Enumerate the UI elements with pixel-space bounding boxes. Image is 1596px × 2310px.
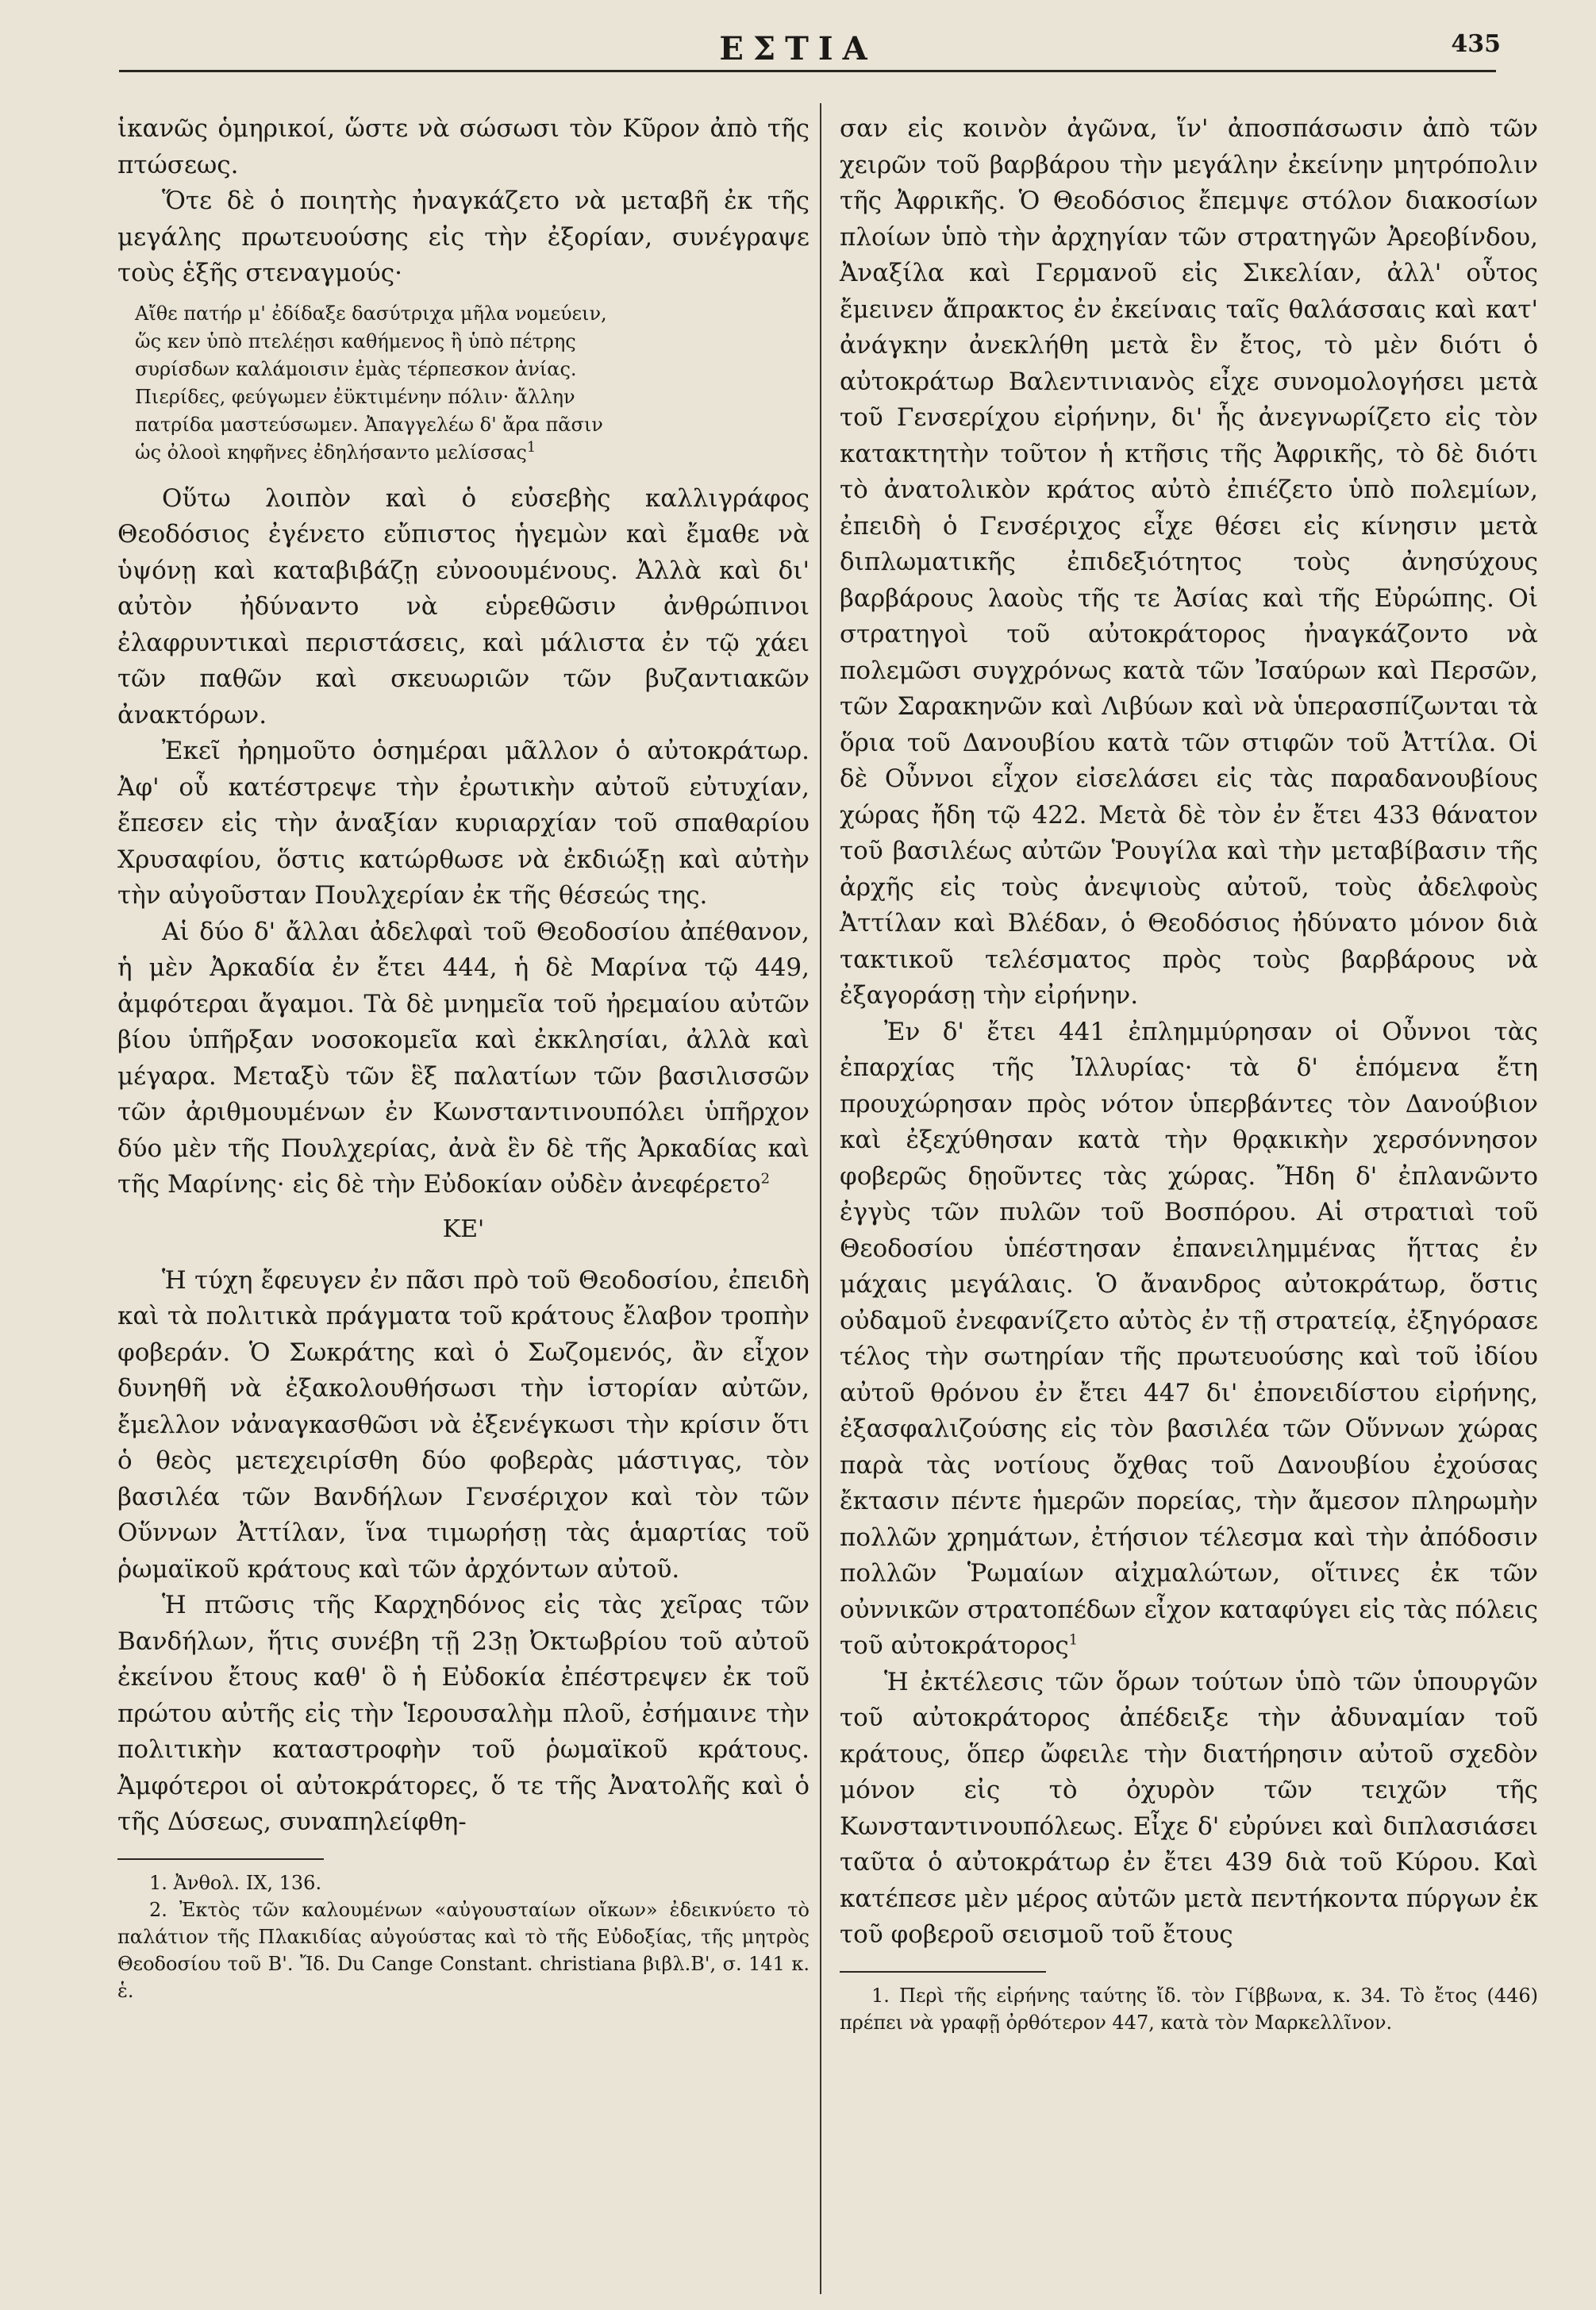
header-rule	[119, 70, 1496, 72]
paragraph-text: Αἱ δύο δ' ἄλλαι ἀδελφαὶ τοῦ Θεοδοσίου ἀπέθανον, ἡ μὲν Ἀρκαδία ἐν ἔτει 444, ἡ δὲ Μαρίνα τῷ 449, ἀμφότεραι ἄγαμοι. Τὰ δὲ μνημεῖα τοῦ ἠρεμαίου αὐτῶν βίου ὑπῆρξαν νοσοκομεῖα καὶ ἐκκλησίαι, ἀλλὰ καὶ μέγαρα. Μεταξὺ τῶν ἓξ παλατίων τῶν βασιλισσῶν τῶν ἀριθμουμένων ἐν Κωνσταντινουπόλει ὑπῆρχον δύο μὲν τῆς Πουλχερίας, ἀνὰ ἓν δὲ τῆς Ἀρκαδίας καὶ τῆς Μαρίνης· εἰς δὲ τὴν Εὐδοκίαν οὐδὲν ἀνεφέρετο	[117, 917, 810, 1199]
page-number: 435	[1451, 30, 1501, 58]
paragraph	[117, 914, 810, 1203]
section-heading: ΚΕ'	[442, 1215, 485, 1243]
paragraph: Ἡ ἐκτέλεσις τῶν ὅρων τούτων ὑπὸ τῶν ὑπουργῶν τοῦ αὐτοκράτορος ἀπέδειξε τὴν ἀδυναμίαν τοῦ κράτους, ὅπερ ὤφειλε τὴν διατήρησιν αὐτοῦ σχεδὸν μόνον εἰς τὸ ὀχυρὸν τῶν τειχῶν τῆς Κωνσταντινουπόλεως. Εἶχε δ' εὐρύνει καὶ διπλασιάσει ταῦτα ὁ αὐτοκράτωρ ἐν ἔτει 439 διὰ τοῦ Κύρου. Καὶ κατέπεσε μὲν μέρος αὐτῶν μετὰ πεντήκοντα πύργων ἐκ τοῦ φοβεροῦ σεισμοῦ τοῦ ἔτους	[840, 1667, 1538, 1949]
footnote: 1. Περὶ τῆς εἰρήνης ταύτης ἴδ. τὸν Γίββωνα, κ. 34. Τὸ ἔτος (446) πρέπει νὰ γραφῇ ὀρθότερον 447, κατὰ τὸν Μαρκελλῖνον.	[840, 1984, 1538, 2034]
paragraph: ἱκανῶς ὁμηρικοί, ὥστε νὰ σώσωσι τὸν Κῦρον ἀπὸ τῆς πτώσεως.	[117, 114, 810, 179]
verse-line: συρίσδων καλάμοισιν ἐμὰς τέρπεσκον ἀνίας.	[135, 357, 577, 380]
paragraph: σαν εἰς κοινὸν ἀγῶνα, ἵν' ἀποσπάσωσιν ἀπὸ τῶν χειρῶν τοῦ βαρβάρου τὴν μεγάλην ἐκείνην μητρόπολιν τῆς Ἀφρικῆς. Ὁ Θεοδόσιος ἔπεμψε στόλον διακοσίων πλοίων ὑπὸ τὴν ἀρχηγίαν τῶν στρατηγῶν Ἀρεοβίνδου, Ἀναξίλα καὶ Γερμανοῦ εἰς Σικελίαν, ἀλλ' οὗτος ἔμεινεν ἄπρακτος ἐν ἐκείναις ταῖς θαλάσσαις καὶ κατ' ἀνάγκην ἀνεκλήθη μετὰ ἓν ἔτος, τὸ μὲν διότι ὁ αὐτοκράτωρ Βαλεντινιανὸς εἶχε συνομολογήσει μετὰ τοῦ Γενσερίχου εἰρήνην, δι' ἧς ἀνεγνωρίζετο εἰς τὸν κατακτητὴν τοῦτον ἡ κτῆσις τῆς Ἀφρικῆς, τὸ δὲ διότι τὸ ἀνατολικὸν κράτος αὐτὸ ἐπιέζετο ὑπὸ πολεμίων, ἐπειδὴ ὁ Γενσέριχος εἶχε θέσει εἰς κίνησιν μετὰ διπλωματικῆς ἐπιδεξιότητος τοὺς ἀνησύχους βαρβάρους λαοὺς τῆς τε Ἀσίας καὶ τῆς Εὐρώπης. Οἱ στρατηγοὶ τοῦ αὐτοκράτορος ἠναγκάζοντο νὰ πολεμῶσι συγχρόνως κατὰ τῶν Ἰσαύρων καὶ Περσῶν, τῶν Σαρακηνῶν καὶ Λιβύων καὶ νὰ ὑπερασπίζωνται τὰ ὅρια τοῦ Δανουβίου κατὰ τῶν στιφῶν τοῦ Ἀττίλα. Οἱ δὲ Οὖννοι εἶχον εἰσελάσει εἰς τὰς παραδανουβίους χώρας ἤδη τῷ 422. Μετὰ δὲ τὸν ἐν ἔτει 433 θάνατον τοῦ βασιλέως αὐτῶν Ῥουγίλα καὶ τὴν μεταβίβασιν τῆς ἀρχῆς εἰς τοὺς ἀνεψιοὺς αὐτοῦ, τοὺς ἀδελφοὺς Ἀττίλαν καὶ Βλέδαν, ὁ Θεοδόσιος ἠδύνατο μόνον διὰ τακτικοῦ τελέσματος πρὸς τοὺς βαρβάρους νὰ ἐξαγοράσῃ τὴν εἰρήνην.	[840, 114, 1538, 1010]
verse-quotation	[135, 300, 810, 467]
paragraph: Ἡ πτῶσις τῆς Καρχηδόνος εἰς τὰς χεῖρας τῶν Βανδήλων, ἥτις συνέβη τῇ 23ῃ Ὀκτωβρίου τοῦ αὐτοῦ ἐκείνου ἔτους καθ' ὃ ἡ Εὐδοκία ἐπέστρεψεν ἐκ τοῦ πρώτου αὐτῆς εἰς τὴν Ἱερουσαλὴμ πλοῦ, ἐσήμαινε τὴν πολιτικὴν καταστροφὴν τοῦ ῥωμαϊκοῦ κράτους. Ἀμφότεροι οἱ αὐτοκράτορες, ὅ τε τῆς Ἀνατολῆς καὶ ὁ τῆς Δύσεως, συναπηλείφθη-	[117, 1591, 810, 1836]
running-title: ΕΣΤΙΑ	[719, 30, 877, 67]
footnote-ref: 1	[526, 438, 536, 456]
footnote-rule	[117, 1858, 324, 1860]
right-column	[840, 111, 1538, 2036]
paragraph-text: Ἐν δ' ἔτει 441 ἐπλημμύρησαν οἱ Οὖννοι τὰς ἐπαρχίας τῆς Ἰλλυρίας· τὰ δ' ἑπόμενα ἔτη προυχώρησαν πρὸς νότον ὑπερβάντες τὸν Δανούβιον καὶ ἐξεχύθησαν κατὰ τὴν θρᾳκικὴν χερσόννησον φοβερῶς δῃοῦντες τὰς χώρας. Ἤδη δ' ἐπλανῶντο ἐγγὺς τῶν πυλῶν τοῦ Βοσπόρου. Αἱ στρατιαὶ τοῦ Θεοδοσίου ὑπέστησαν ἐπανειλημμένας ἥττας ἐν μάχαις μεγάλαις. Ὁ ἄνανδρος αὐτοκράτωρ, ὅστις οὐδαμοῦ ἐνεφανίζετο αὐτὸς ἐν τῇ στρατείᾳ, ἐξηγόρασε τέλος τὴν σωτηρίαν τῆς πρωτευούσης καὶ τοῦ ἰδίου αὐτοῦ θρόνου ἐν ἔτει 447 δι' ἐπονειδίστου εἰρήνης, ἐξασφαλιζούσης εἰς τὸν βασιλέα τῶν Οὕννων χώρας παρὰ τὰς νοτίους ὄχθας τοῦ Δανουβίου ἐχούσας ἔκτασιν πέντε ἡμερῶν πορείας, τὴν ἄμεσον πληρωμὴν πολλῶν χρημάτων, ἐτήσιον τέλεσμα καὶ τὴν ἀπόδοσιν πολλῶν Ῥωμαίων αἰχμαλώτων, οἵτινες ἐκ τῶν οὐννικῶν στρατοπέδων εἶχον καταφύγει εἰς τὰς πόλεις τοῦ αὐτοκράτορος	[840, 1017, 1538, 1660]
paragraph	[840, 1014, 1538, 1665]
left-column	[117, 111, 810, 2004]
footnote-ref: 1	[1068, 1631, 1079, 1649]
paragraph: Ἐκεῖ ἠρημοῦτο ὁσημέραι μᾶλλον ὁ αὐτοκράτωρ. Ἀφ' οὗ κατέστρεψε τὴν ἐρωτικὴν αὐτοῦ εὐτυχίαν, ἔπεσεν εἰς τὴν ἀναξίαν κυριαρχίαν τοῦ σπαθαρίου Χρυσαφίου, ὅστις κατώρθωσε νὰ ἐκδιώξῃ καὶ αὐτὴν τὴν αὐγοῦσταν Πουλχερίαν ἐκ τῆς θέσεώς της.	[117, 737, 810, 910]
verse-line: Αἴθε πατήρ μ' ἐδίδαξε δασύτριχα μῆλα νομεύειν,	[135, 302, 607, 325]
paragraph: Ἡ τύχη ἔφευγεν ἐν πᾶσι πρὸ τοῦ Θεοδοσίου, ἐπειδὴ καὶ τὰ πολιτικὰ πράγματα τοῦ κράτους ἔλαβον τροπὴν φοβεράν. Ὁ Σωκράτης καὶ ὁ Σωζομενός, ἂν εἶχον δυνηθῆ νὰ ἐξακολουθήσωσι τὴν ἱστορίαν αὐτῶν, ἔμελλον νἀναγκασθῶσι νὰ ἐξενέγκωσι τὴν κρίσιν ὅτι ὁ θεὸς μετεχειρίσθη δύο φοβερὰς μάστιγας, τὸν βασιλέα τῶν Βανδήλων Γενσέριχον καὶ τὸν τῶν Οὕννων Ἀττίλαν, ἵνα τιμωρήσῃ τὰς ἁμαρτίας τοῦ ῥωμαϊκοῦ κράτους καὶ τῶν ἀρχόντων αὐτοῦ.	[117, 1265, 810, 1584]
verse-line	[135, 439, 810, 467]
footnote: 1. Ἀνθολ. IX, 136.	[149, 1871, 322, 1894]
verse-line: Πιερίδες, φεύγωμεν ἐϋκτιμένην πόλιν· ἄλλην	[135, 385, 575, 408]
paragraph: Οὕτω λοιπὸν καὶ ὁ εὐσεβὴς καλλιγράφος Θεοδόσιος ἐγένετο εὔπιστος ἡγεμὼν καὶ ἔμαθε νὰ ὑψόνῃ καὶ καταβιβάζῃ εὐνοουμένους. Ἀλλὰ καὶ δι' αὐτὸν ἠδύναντο νὰ εὑρεθῶσιν ἀνθρώπινοι ἐλαφρυντικαὶ περιστάσεις, καὶ μάλιστα ἐν τῷ χάει τῶν παθῶν καὶ σκευωριῶν τῶν βυζαντιακῶν ἀνακτόρων.	[117, 483, 810, 730]
footnote-ref: 2	[760, 1170, 771, 1188]
footnote-rule	[840, 1971, 1046, 1973]
verse-line-text: ὡς ὀλοοὶ κηφῆνες ἐδηλήσαντο μελίσσας	[135, 441, 527, 464]
column-divider	[820, 103, 821, 2294]
footnote: 2. Ἐκτὸς τῶν καλουμένων «αὐγουσταίων οἴκων» ἐδεικνύετο τὸ παλάτιον τῆς Πλακιδίας αὐγούστας καὶ τὸ τῆς Εὐδοξίας, τῆς μητρὸς Θεοδοσίου τοῦ Β'. Ἴδ. Du Cange Constant. christiana βιβλ.Β', σ. 141 κ. ἑ.	[117, 1898, 810, 2002]
verse-line: ὥς κεν ὑπὸ πτελέῃσι καθήμενος ἢ ὑπὸ πέτρης	[135, 329, 576, 352]
verse-line: πατρίδα μαστεύσωμεν. Ἀπαγγελέω δ' ἄρα πᾶσιν	[135, 413, 603, 436]
paragraph: Ὅτε δὲ ὁ ποιητὴς ἠναγκάζετο νὰ μεταβῆ ἐκ τῆς μεγάλης πρωτευούσης εἰς τὴν ἐξορίαν, συνέγραψε τοὺς ἑξῆς στεναγμούς·	[117, 187, 810, 287]
